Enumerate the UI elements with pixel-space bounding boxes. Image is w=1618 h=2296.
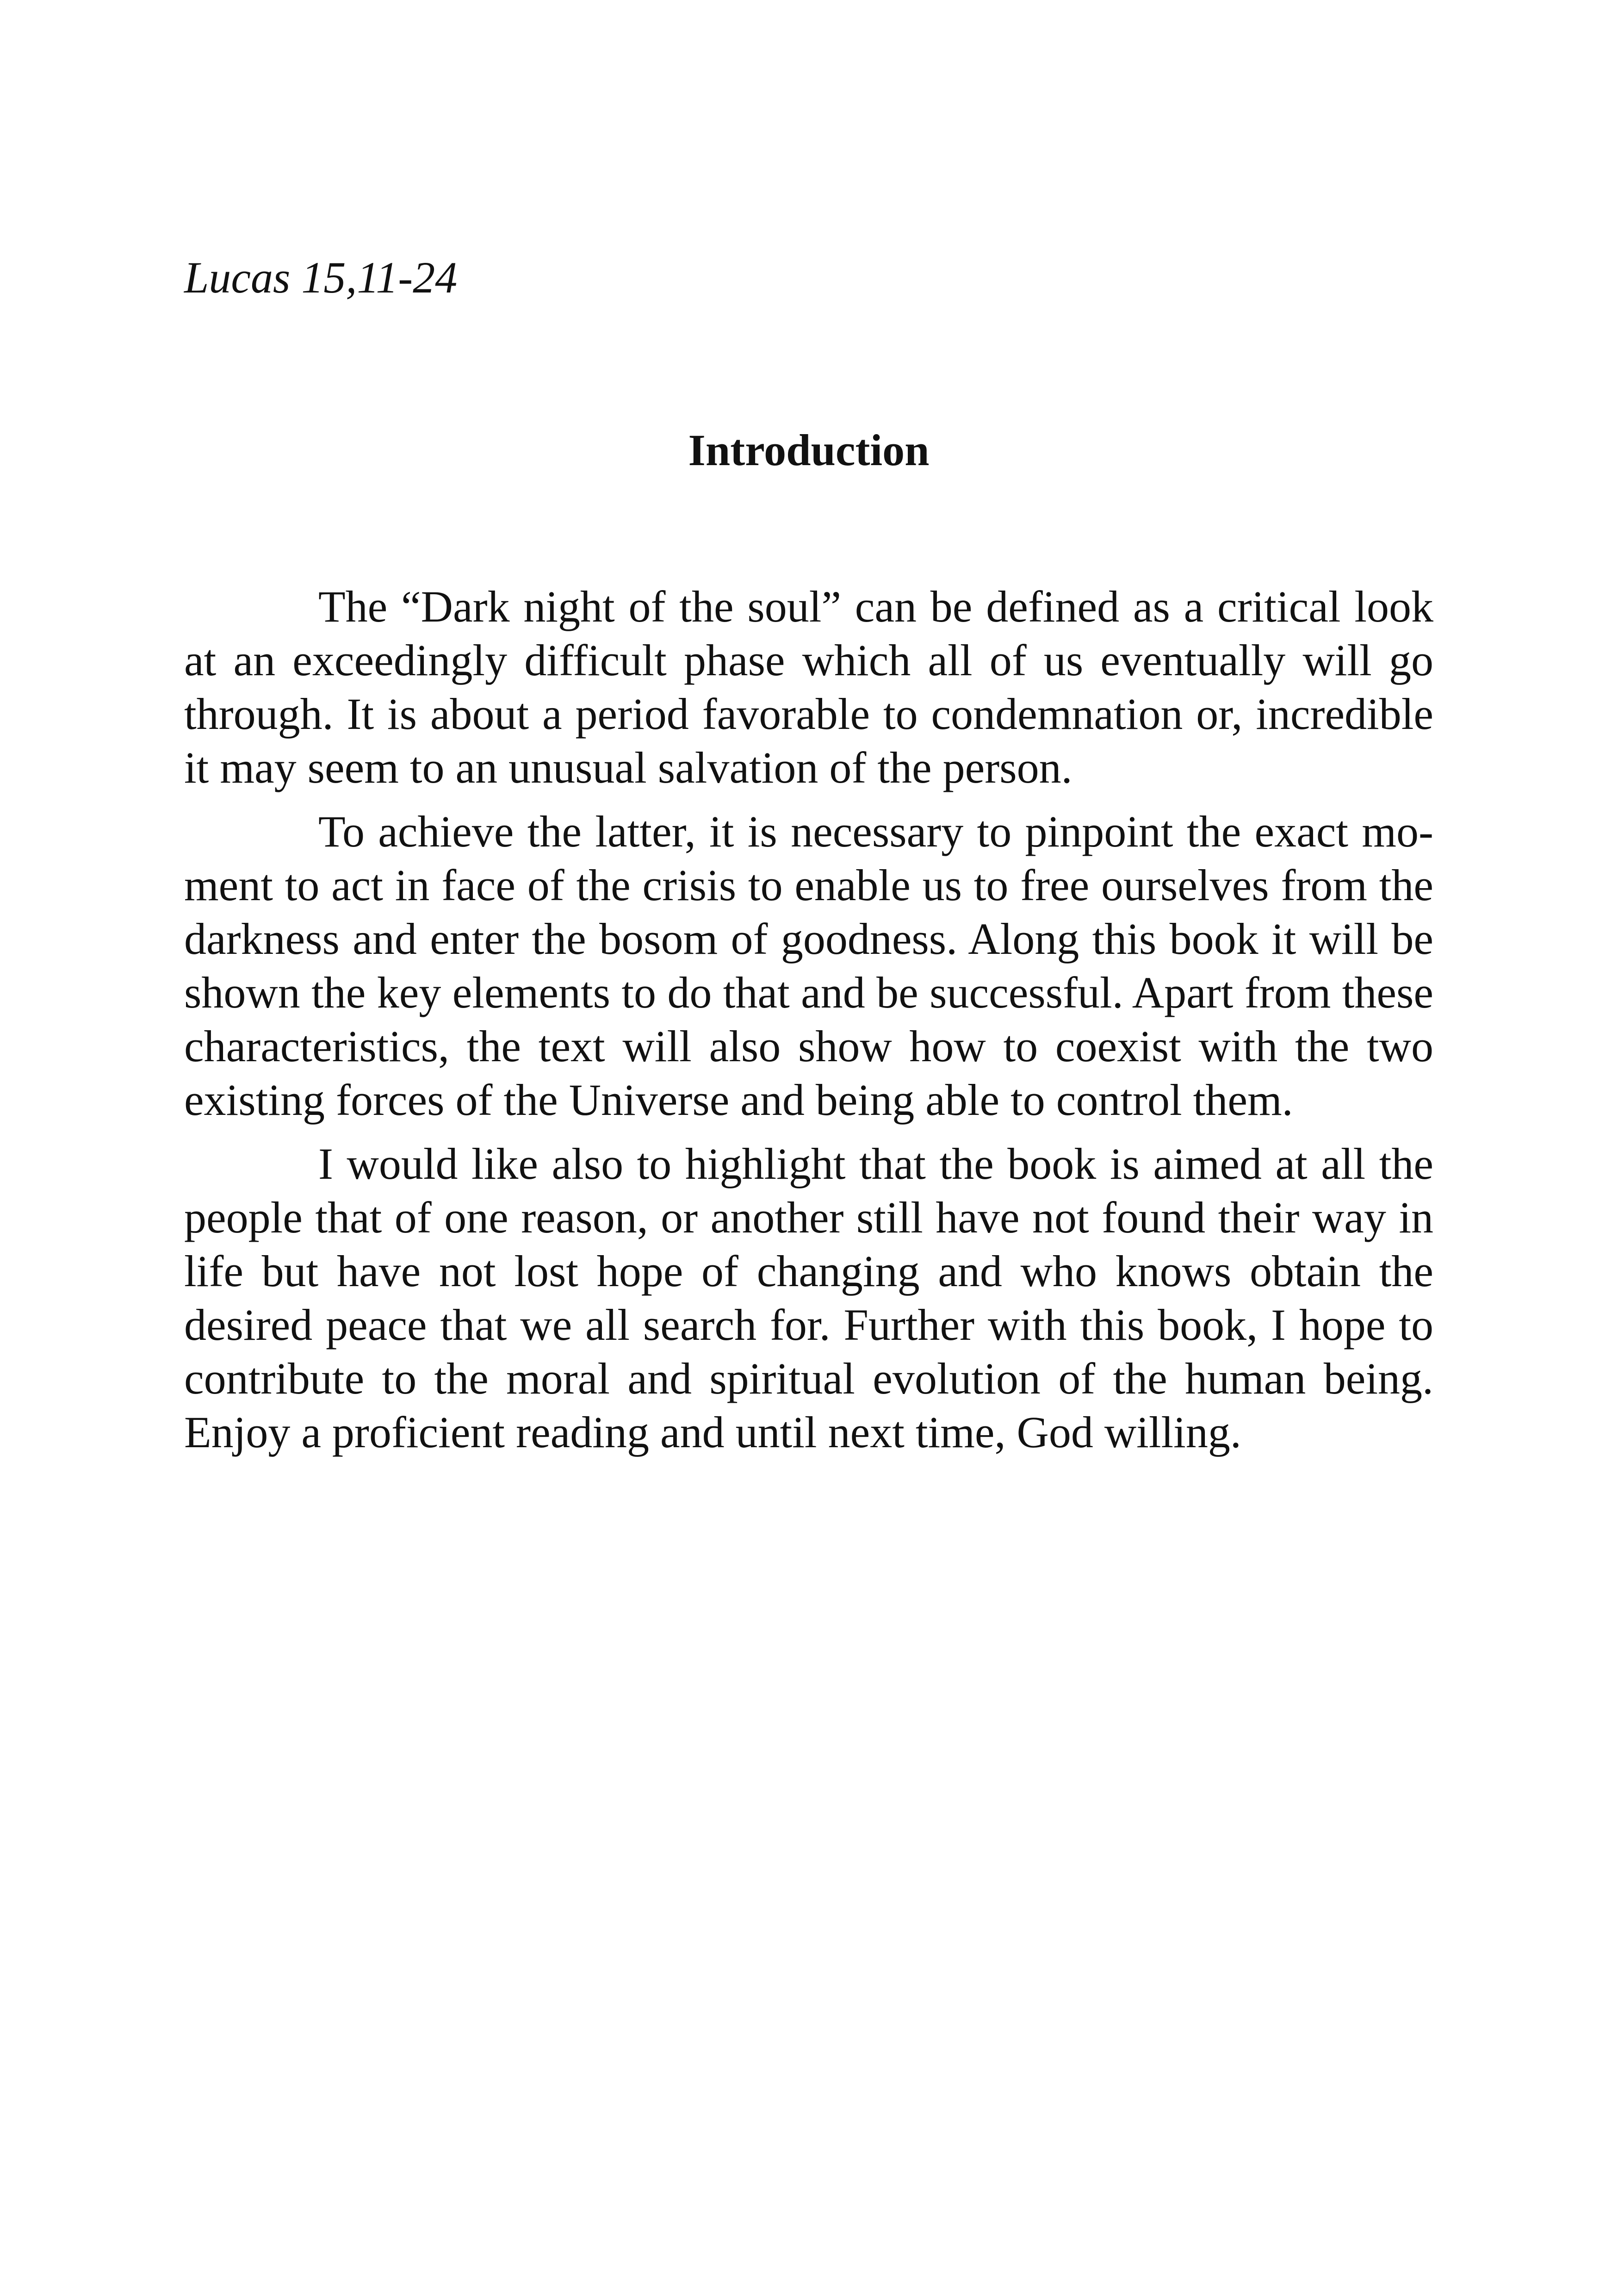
section-heading: Introduction — [688, 425, 930, 475]
body-text — [184, 580, 1433, 1469]
paragraph-2: To achieve the latter, it is necessary to pinpoint the exact moment to act in face of the crisis to enable us to free ourselves from the darkness and enter the bosom of goodness. Along this book it will be shown the key elements to do that and be successful. Apart from these characteristics, the text will also show how to coexist with the two existing forces of the Universe and being able to control them. — [184, 807, 1433, 1125]
paragraph-1: The “Dark night of the soul” can be defined as a critical look at an exceedingly difficult phase which all of us eventually will go through. It is about a period favorable to condemnation or, incredible it may seem to an unusual salvation of the person. — [184, 582, 1433, 792]
scripture-reference: Lucas 15,11-24 — [184, 253, 458, 302]
paragraph-3: I would like also to highlight that the book is aimed at all the people that of one reason, or another still have not found their way in life but have not lost hope of changing and who knows obtain the desired peace that we all search for. Further with this book, I hope to contribute to the moral and spiritual evolution of the human being. Enjoy a proficient reading and until next time, God willing. — [184, 1139, 1433, 1457]
